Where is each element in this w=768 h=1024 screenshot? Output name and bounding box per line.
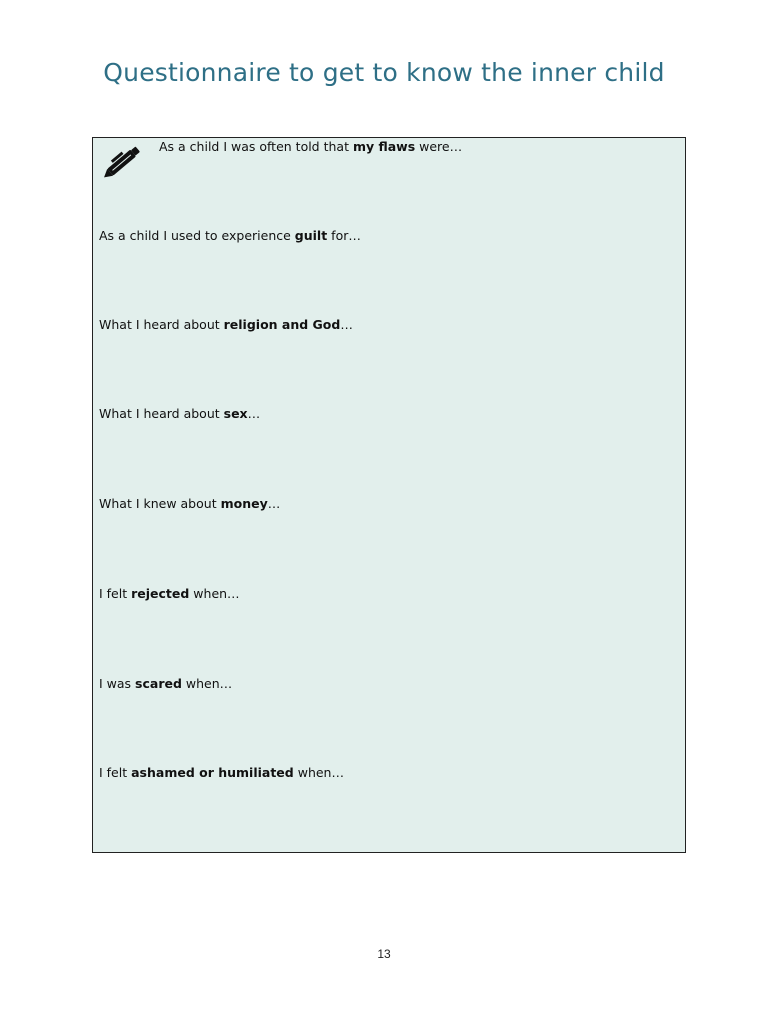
prompt-rejected: I felt rejected when… bbox=[99, 586, 240, 601]
page-title: Questionnaire to get to know the inner child bbox=[103, 58, 665, 87]
prompt-flaws: As a child I was often told that my flaws were… bbox=[159, 139, 463, 154]
prompt-guilt: As a child I used to experience guilt for… bbox=[99, 228, 361, 243]
prompt-ashamed: I felt ashamed or humiliated when… bbox=[99, 765, 344, 780]
page-number: 13 bbox=[377, 947, 391, 961]
pen-icon bbox=[98, 140, 146, 186]
prompt-sex: What I heard about sex… bbox=[99, 406, 261, 421]
questionnaire-box bbox=[92, 137, 686, 853]
prompt-religion: What I heard about religion and God… bbox=[99, 317, 353, 332]
prompt-money: What I knew about money… bbox=[99, 496, 281, 511]
prompt-scared: I was scared when… bbox=[99, 676, 233, 691]
